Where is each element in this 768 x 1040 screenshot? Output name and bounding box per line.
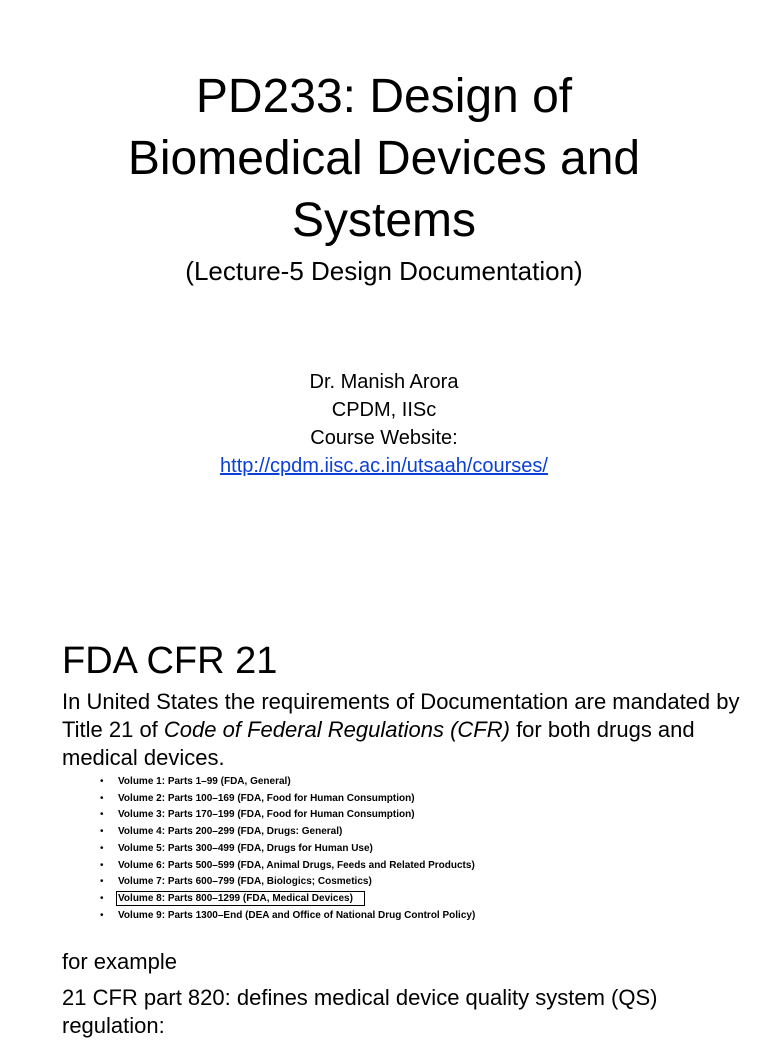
title-line: PD233: Design of — [195, 70, 573, 123]
author-name: Dr. Manish Arora — [309, 371, 459, 393]
volume-text: Volume 2: Parts 100–169 (FDA, Food for Human Consumption) — [118, 792, 415, 804]
author-block — [0, 368, 768, 480]
volume-text: Volume 5: Parts 300–499 (FDA, Drugs for Human Use) — [118, 842, 373, 854]
cfr-volume-list — [100, 774, 475, 924]
intro-paragraph — [62, 688, 752, 772]
list-item — [100, 824, 475, 841]
volume-text: Volume 4: Parts 200–299 (FDA, Drugs: General) — [118, 826, 343, 838]
bullet-icon: • — [100, 876, 104, 888]
bullet-icon: • — [100, 792, 104, 804]
bullet-icon: • — [100, 859, 104, 871]
course-website-label: Course Website: — [310, 427, 458, 449]
bullet-icon: • — [100, 892, 104, 904]
bullet-icon: • — [100, 776, 104, 787]
lecture-title — [0, 66, 768, 252]
list-item — [100, 774, 475, 791]
volume-text: Volume 6: Parts 500–599 (FDA, Animal Drugs, Feeds and Related Products) — [118, 859, 475, 871]
volume-text: Volume 9: Parts 1300–End (DEA and Office of National Drug Control Policy) — [118, 909, 476, 921]
course-website-link[interactable]: http://cpdm.iisc.ac.in/utsaah/courses/ — [220, 455, 548, 477]
highlighted-list-item — [100, 891, 475, 908]
list-item — [100, 908, 475, 925]
volume-text: Volume 7: Parts 600–799 (FDA, Biologics; Cosmetics) — [118, 876, 372, 888]
author-affiliation: CPDM, IISc — [331, 399, 437, 421]
list-item — [100, 874, 475, 891]
bullet-icon: • — [100, 826, 104, 838]
intro-italic-text: Code of Federal Regulations (CFR) — [163, 717, 510, 742]
intro-text: In United States the requirements of Documentation are mandated by Title 21 of — [62, 689, 740, 742]
list-item — [100, 858, 475, 875]
title-line: Biomedical Devices and — [127, 132, 641, 185]
slide-heading: FDA CFR 21 — [62, 640, 278, 682]
list-item — [100, 807, 475, 824]
example-label: for example — [62, 949, 177, 974]
volume-text: Volume 3: Parts 170–199 (FDA, Food for Human Consumption) — [118, 809, 415, 821]
bullet-icon: • — [100, 809, 104, 821]
list-item — [100, 841, 475, 858]
title-line: Systems — [291, 194, 477, 247]
list-item — [100, 791, 475, 808]
volume-text: Volume 1: Parts 1–99 (FDA, General) — [118, 776, 291, 787]
bullet-icon: • — [100, 842, 104, 854]
content-slide — [0, 600, 768, 1038]
bullet-icon: • — [100, 909, 104, 921]
intro-text: for both drugs and medical devices. — [62, 717, 695, 770]
volume-text-highlighted: Volume 8: Parts 800–1299 (FDA, Medical Devices) — [118, 893, 363, 904]
lecture-subtitle: (Lecture-5 Design Documentation) — [185, 256, 583, 286]
part-820-text: 21 CFR part 820: defines medical device quality system (QS) regulation: — [62, 985, 658, 1038]
